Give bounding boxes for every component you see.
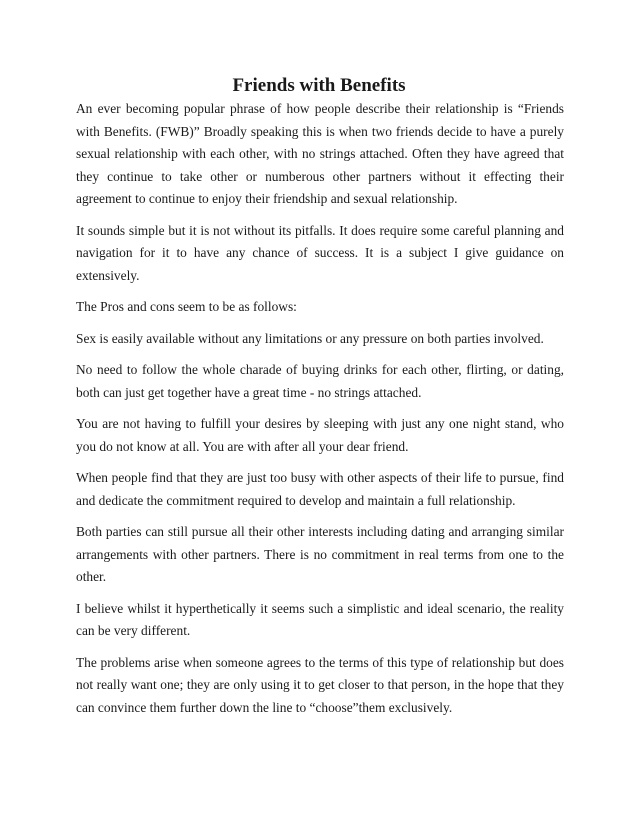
paragraph-too-busy: When people find that they are just too busy with other aspects of their life to pursue, find and dedicate the commitment required to develop and maintain a full relationship.: [76, 470, 564, 508]
paragraph-other-interests: Both parties can still pursue all their other interests including dating and arranging similar arrangements with other partners. There is no commitment in real terms from one to the other.: [76, 524, 564, 584]
paragraph-pitfalls: It sounds simple but it is not without its pitfalls. It does require some careful planning and navigation for it to have any chance of success. It is a subject I give guidance on extensively.: [76, 222, 564, 283]
paragraph-reality: I believe whilst it hyperthetically it seems such a simplistic and ideal scenario, the reality can be very different.: [76, 600, 564, 638]
paragraph-no-charade: No need to follow the whole charade of buying drinks for each other, flirting, or dating, both can just get together have a great time - no strings attached.: [76, 362, 564, 400]
paragraph-sex-available: Sex is easily available without any limitations or any pressure on both parties involved.: [76, 330, 544, 346]
paragraph-problems: The problems arise when someone agrees to the terms of this type of relationship but does not really want one; they are only using it to get closer to that person, in the hope that they can convince them further down the line to “choose”them exclusively.: [76, 654, 564, 715]
document-body: [76, 98, 564, 728]
page-title: Friends with Benefits: [232, 75, 406, 96]
paragraph-intro: An ever becoming popular phrase of how people describe their relationship is “Friends with Benefits. (FWB)” Broadly speaking this is when two friends decide to have a purely sexual relationship with each other, with no strings attached. Often they have agreed that they continue to take other or numberous other partners without it effecting their agreement to continue to enjoy their friendship and sexual relationship.: [76, 101, 564, 206]
paragraph-pros-cons-heading: The Pros and cons seem to be as follows:: [76, 299, 297, 314]
paragraph-not-one-night-stand: You are not having to fulfill your desires by sleeping with just any one night stand, who you do not know at all. You are with after all your dear friend.: [76, 416, 564, 454]
